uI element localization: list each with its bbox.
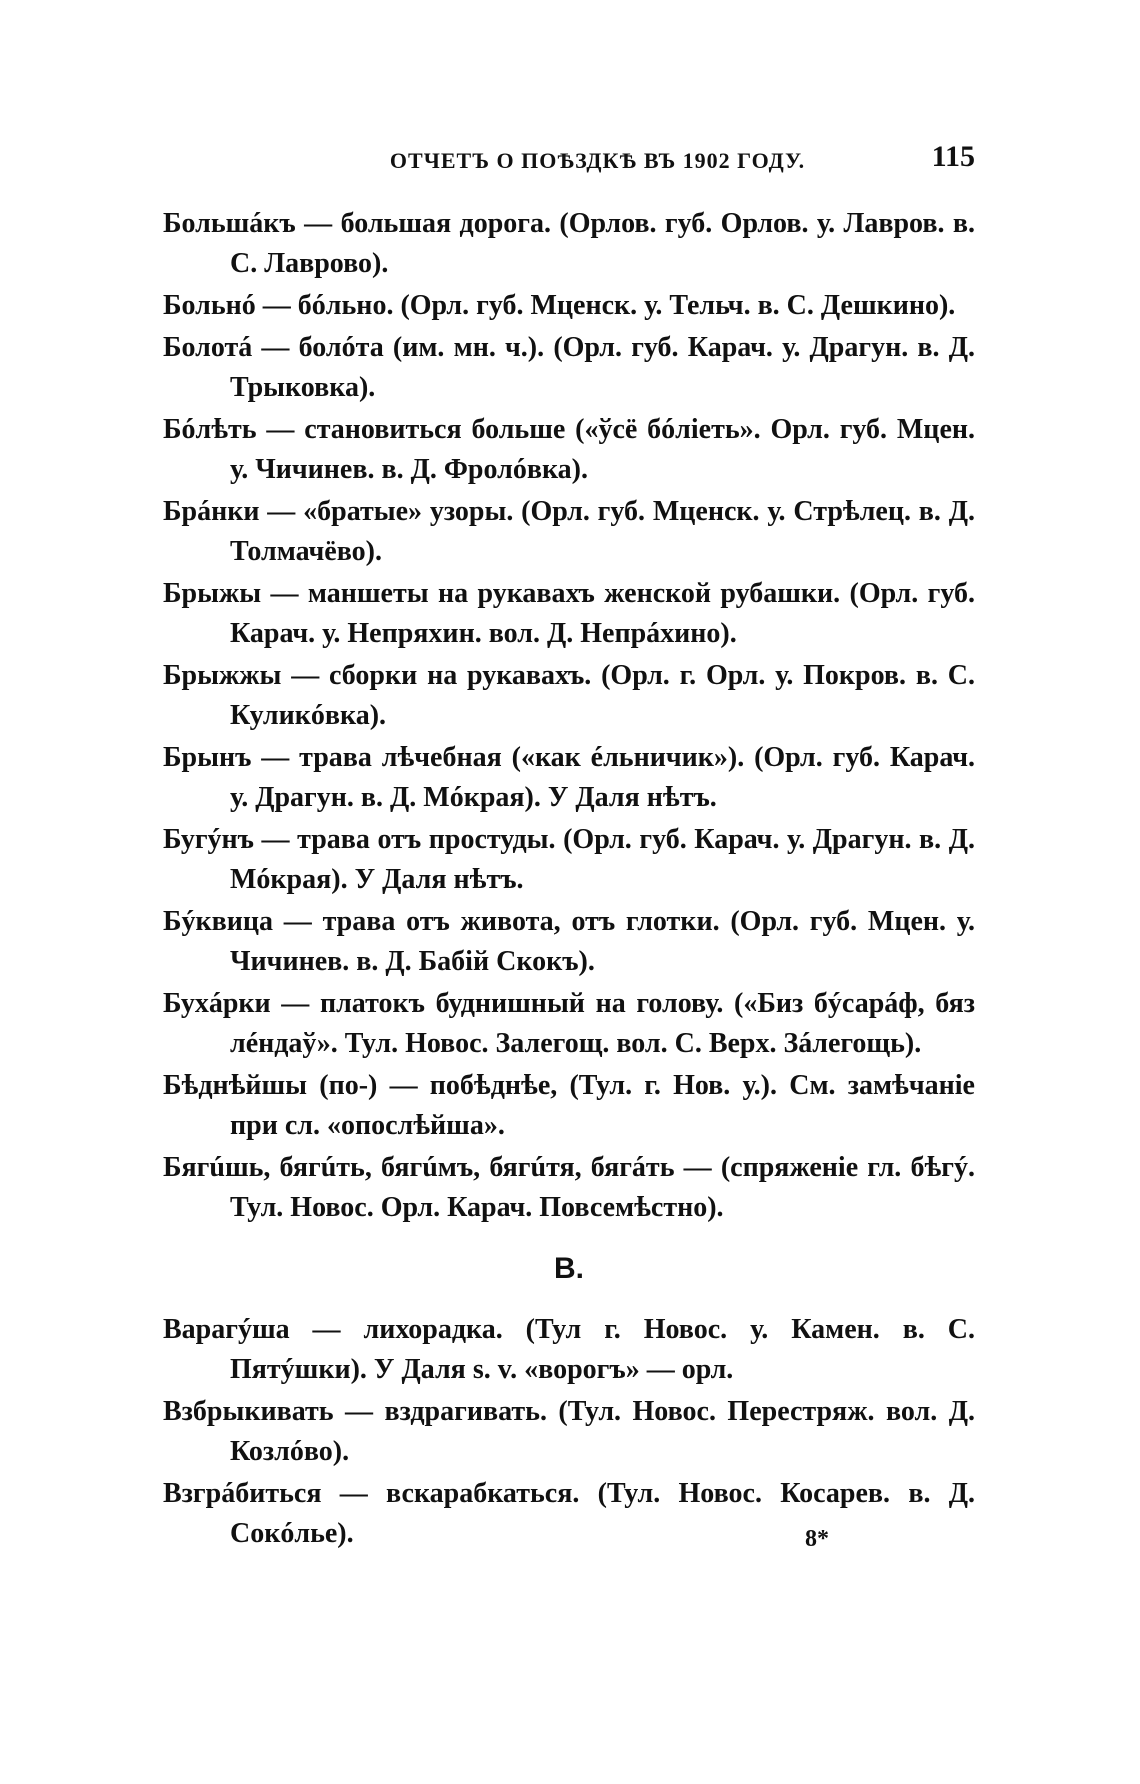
page-header bbox=[160, 140, 975, 180]
dictionary-entry: Взбрыкивать — вздрагивать. (Тул. Новос. Перестряж. вол. Д. Козлóво). bbox=[163, 1396, 975, 1467]
dictionary-entry: Больнó — бóльно. (Орл. губ. Мценск. у. Тельч. в. С. Дешкино). bbox=[163, 290, 956, 321]
dictionary-entry: Бóлѣть — становиться больше («ўсё бóлiеть». Орл. губ. Мцен. у. Чичинев. в. Д. Фролóвка). bbox=[163, 414, 975, 485]
dictionary-entry: Брынъ — трава лѣчебная («как éльничик»). (Орл. губ. Карач. у. Драгун. в. Д. Мóкрая). У Даля нѣтъ. bbox=[163, 742, 975, 813]
dictionary-entry: Варагýша — лихорадка. (Тул г. Новос. у. Камен. в. С. Пятýшки). У Даля s. v. «ворогъ» — орл. bbox=[163, 1314, 975, 1385]
printer-signature: 8* bbox=[805, 1526, 829, 1552]
page-number: 115 bbox=[931, 140, 975, 173]
dictionary-entry: Брыжжы — сборки на рукавахъ. (Орл. г. Орл. у. Покров. в. С. Куликóвка). bbox=[163, 660, 975, 731]
dictionary-entry: Бухáрки — платокъ буднишный на голову. («Биз бýсарáф, бяз лéндаў». Тул. Новос. Залегощ. вол. С. Верх. Зáлегощь). bbox=[163, 988, 975, 1059]
dictionary-entry: Брáнки — «братые» узоры. (Орл. губ. Мценск. у. Стрѣлец. в. Д. Толмачёво). bbox=[163, 496, 975, 567]
dictionary-entry: Бягúшь, бягúть, бягúмъ, бягúтя, бягáть — (спряженiе гл. бѣгý. Тул. Новос. Орл. Карач. Повсемѣстно). bbox=[163, 1152, 975, 1223]
section-heading: В. bbox=[554, 1252, 584, 1285]
dictionary-entry: Болотá — болóта (им. мн. ч.). (Орл. губ. Карач. у. Драгун. в. Д. Трыковка). bbox=[163, 332, 975, 403]
dictionary-entry: Бѣднѣйшы (по-) — побѣднѣе, (Тул. г. Нов. у.). См. замѣчанiе при сл. «опослѣйша». bbox=[163, 1070, 975, 1141]
dictionary-entry: Большáкъ — большая дорога. (Орлов. губ. Орлов. у. Лавров. в. С. Лаврово). bbox=[163, 208, 975, 279]
dictionary-entry: Взгрáбиться — вскарабкаться. (Тул. Новос. Косарев. в. Д. Сокóлье). bbox=[163, 1478, 975, 1549]
dictionary-entry: Бугýнъ — трава отъ простуды. (Орл. губ. Карач. у. Драгун. в. Д. Мóкрая). У Даля нѣтъ. bbox=[163, 824, 975, 895]
dictionary-entry: Брыжы — маншеты на рукавахъ женской рубашки. (Орл. губ. Карач. у. Непряхин. вол. Д. Непрáхино). bbox=[163, 578, 975, 649]
dictionary-content bbox=[163, 204, 975, 1556]
running-title: ОТЧЕТЪ О ПОѢЗДКѢ ВЪ 1902 ГОДУ. bbox=[389, 148, 806, 173]
dictionary-entry: Бýквица — трава отъ живота, отъ глотки. (Орл. губ. Мцен. у. Чичинев. в. Д. Бабiй Скокъ). bbox=[163, 906, 975, 977]
